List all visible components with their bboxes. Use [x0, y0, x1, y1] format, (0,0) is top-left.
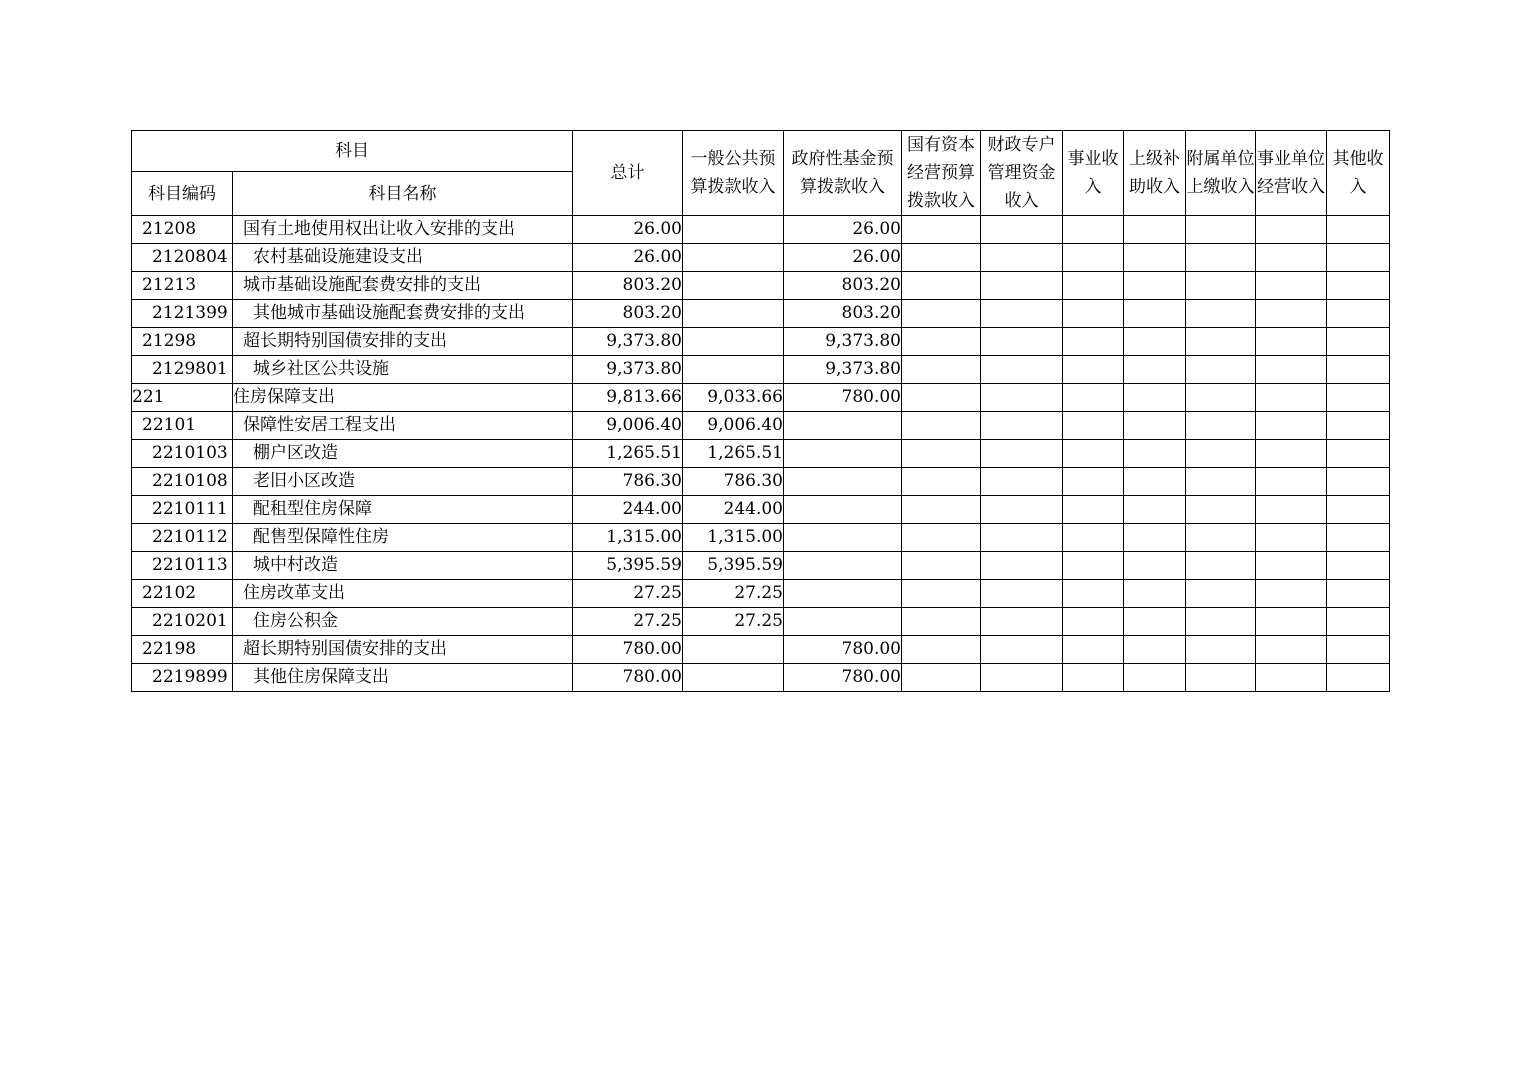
- table-body: [132, 216, 1390, 692]
- cell-business-operation: [1256, 664, 1327, 692]
- cell-total: 803.20: [573, 272, 683, 300]
- table-row: [132, 580, 1390, 608]
- cell-code: 2210201: [132, 608, 233, 636]
- cell-fiscal-special: [981, 496, 1063, 524]
- cell-other-income: [1327, 272, 1390, 300]
- cell-name: 配售型保障性住房: [233, 524, 573, 552]
- cell-business-income: [1063, 468, 1124, 496]
- cell-name: 农村基础设施建设支出: [233, 244, 573, 272]
- cell-state-capital: [902, 496, 981, 524]
- cell-business-income: [1063, 664, 1124, 692]
- cell-state-capital: [902, 384, 981, 412]
- cell-fiscal-special: [981, 552, 1063, 580]
- cell-name: 配租型住房保障: [233, 496, 573, 524]
- header-subject: 科目: [132, 131, 573, 172]
- cell-other-income: [1327, 216, 1390, 244]
- cell-superior-subsidy: [1124, 580, 1186, 608]
- cell-general-budget: [683, 272, 784, 300]
- cell-state-capital: [902, 216, 981, 244]
- cell-general-budget: 9,033.66: [683, 384, 784, 412]
- cell-total: 26.00: [573, 216, 683, 244]
- cell-code: 22198: [132, 636, 233, 664]
- cell-general-budget: 1,265.51: [683, 440, 784, 468]
- cell-code: 22102: [132, 580, 233, 608]
- cell-general-budget: [683, 300, 784, 328]
- cell-name: 其他住房保障支出: [233, 664, 573, 692]
- cell-name: 超长期特别国债安排的支出: [233, 328, 573, 356]
- cell-gov-fund: [784, 440, 902, 468]
- header-gov-fund: 政府性基金预算拨款收入: [784, 131, 902, 216]
- cell-superior-subsidy: [1124, 356, 1186, 384]
- cell-business-income: [1063, 580, 1124, 608]
- cell-general-budget: 5,395.59: [683, 552, 784, 580]
- cell-affiliated-payment: [1186, 272, 1256, 300]
- header-total: 总计: [573, 131, 683, 216]
- cell-other-income: [1327, 496, 1390, 524]
- cell-code: 2219899: [132, 664, 233, 692]
- cell-other-income: [1327, 552, 1390, 580]
- cell-business-income: [1063, 636, 1124, 664]
- cell-business-operation: [1256, 356, 1327, 384]
- cell-gov-fund: 803.20: [784, 300, 902, 328]
- table-row: [132, 524, 1390, 552]
- cell-name: 其他城市基础设施配套费安排的支出: [233, 300, 573, 328]
- cell-name: 城市基础设施配套费安排的支出: [233, 272, 573, 300]
- cell-name: 国有土地使用权出让收入安排的支出: [233, 216, 573, 244]
- cell-general-budget: [683, 356, 784, 384]
- cell-affiliated-payment: [1186, 468, 1256, 496]
- cell-affiliated-payment: [1186, 244, 1256, 272]
- cell-general-budget: [683, 636, 784, 664]
- cell-general-budget: 244.00: [683, 496, 784, 524]
- cell-affiliated-payment: [1186, 440, 1256, 468]
- cell-total: 9,813.66: [573, 384, 683, 412]
- cell-total: 26.00: [573, 244, 683, 272]
- cell-state-capital: [902, 328, 981, 356]
- cell-superior-subsidy: [1124, 328, 1186, 356]
- cell-general-budget: [683, 664, 784, 692]
- cell-gov-fund: [784, 468, 902, 496]
- cell-code: 2210113: [132, 552, 233, 580]
- cell-code: 22101: [132, 412, 233, 440]
- cell-business-income: [1063, 300, 1124, 328]
- cell-name: 住房公积金: [233, 608, 573, 636]
- cell-affiliated-payment: [1186, 552, 1256, 580]
- cell-state-capital: [902, 524, 981, 552]
- cell-general-budget: [683, 328, 784, 356]
- cell-name: 保障性安居工程支出: [233, 412, 573, 440]
- cell-name: 棚户区改造: [233, 440, 573, 468]
- cell-affiliated-payment: [1186, 328, 1256, 356]
- cell-state-capital: [902, 608, 981, 636]
- cell-state-capital: [902, 412, 981, 440]
- cell-fiscal-special: [981, 272, 1063, 300]
- table-row: [132, 552, 1390, 580]
- table-row: [132, 244, 1390, 272]
- cell-fiscal-special: [981, 244, 1063, 272]
- cell-business-income: [1063, 608, 1124, 636]
- cell-fiscal-special: [981, 300, 1063, 328]
- cell-business-operation: [1256, 440, 1327, 468]
- cell-total: 27.25: [573, 608, 683, 636]
- header-fiscal-special: 财政专户管理资金收入: [981, 131, 1063, 216]
- cell-other-income: [1327, 384, 1390, 412]
- cell-total: 1,315.00: [573, 524, 683, 552]
- cell-gov-fund: 9,373.80: [784, 356, 902, 384]
- cell-code: 2210108: [132, 468, 233, 496]
- cell-fiscal-special: [981, 384, 1063, 412]
- cell-general-budget: 9,006.40: [683, 412, 784, 440]
- budget-table: [131, 130, 1390, 692]
- cell-general-budget: 1,315.00: [683, 524, 784, 552]
- cell-total: 9,006.40: [573, 412, 683, 440]
- cell-business-operation: [1256, 608, 1327, 636]
- table-row: [132, 412, 1390, 440]
- cell-other-income: [1327, 608, 1390, 636]
- header-business-operation: 事业单位经营收入: [1256, 131, 1327, 216]
- cell-business-income: [1063, 244, 1124, 272]
- table-row: [132, 608, 1390, 636]
- cell-total: 9,373.80: [573, 328, 683, 356]
- cell-total: 786.30: [573, 468, 683, 496]
- cell-total: 780.00: [573, 664, 683, 692]
- cell-gov-fund: 780.00: [784, 384, 902, 412]
- cell-other-income: [1327, 440, 1390, 468]
- header-superior-subsidy: 上级补助收入: [1124, 131, 1186, 216]
- cell-other-income: [1327, 244, 1390, 272]
- table-row: [132, 664, 1390, 692]
- cell-business-income: [1063, 412, 1124, 440]
- cell-business-operation: [1256, 552, 1327, 580]
- header-business-income: 事业收入: [1063, 131, 1124, 216]
- cell-business-operation: [1256, 216, 1327, 244]
- cell-business-operation: [1256, 580, 1327, 608]
- cell-superior-subsidy: [1124, 552, 1186, 580]
- cell-gov-fund: 26.00: [784, 244, 902, 272]
- cell-fiscal-special: [981, 468, 1063, 496]
- cell-superior-subsidy: [1124, 300, 1186, 328]
- cell-superior-subsidy: [1124, 664, 1186, 692]
- cell-business-operation: [1256, 384, 1327, 412]
- cell-affiliated-payment: [1186, 412, 1256, 440]
- cell-business-income: [1063, 496, 1124, 524]
- cell-superior-subsidy: [1124, 496, 1186, 524]
- cell-state-capital: [902, 552, 981, 580]
- cell-gov-fund: 780.00: [784, 636, 902, 664]
- cell-superior-subsidy: [1124, 384, 1186, 412]
- cell-business-income: [1063, 524, 1124, 552]
- cell-general-budget: 786.30: [683, 468, 784, 496]
- cell-business-operation: [1256, 328, 1327, 356]
- table-row: [132, 356, 1390, 384]
- cell-superior-subsidy: [1124, 244, 1186, 272]
- cell-affiliated-payment: [1186, 524, 1256, 552]
- cell-affiliated-payment: [1186, 300, 1256, 328]
- cell-fiscal-special: [981, 580, 1063, 608]
- cell-fiscal-special: [981, 636, 1063, 664]
- table-header: [132, 131, 1390, 216]
- cell-gov-fund: [784, 496, 902, 524]
- table-row: [132, 272, 1390, 300]
- cell-superior-subsidy: [1124, 272, 1186, 300]
- cell-affiliated-payment: [1186, 580, 1256, 608]
- table-row: [132, 216, 1390, 244]
- cell-total: 9,373.80: [573, 356, 683, 384]
- cell-code: 2121399: [132, 300, 233, 328]
- cell-superior-subsidy: [1124, 440, 1186, 468]
- cell-fiscal-special: [981, 608, 1063, 636]
- cell-total: 803.20: [573, 300, 683, 328]
- cell-business-operation: [1256, 272, 1327, 300]
- cell-code: 21208: [132, 216, 233, 244]
- header-subject-code: 科目编码: [132, 172, 233, 216]
- cell-fiscal-special: [981, 412, 1063, 440]
- cell-total: 5,395.59: [573, 552, 683, 580]
- cell-superior-subsidy: [1124, 412, 1186, 440]
- cell-state-capital: [902, 440, 981, 468]
- cell-general-budget: 27.25: [683, 580, 784, 608]
- cell-gov-fund: 780.00: [784, 664, 902, 692]
- cell-code: 221: [132, 384, 233, 412]
- cell-other-income: [1327, 468, 1390, 496]
- cell-name: 住房改革支出: [233, 580, 573, 608]
- cell-gov-fund: 9,373.80: [784, 328, 902, 356]
- cell-name: 超长期特别国债安排的支出: [233, 636, 573, 664]
- header-state-capital: 国有资本经营预算拨款收入: [902, 131, 981, 216]
- cell-code: 2129801: [132, 356, 233, 384]
- header-subject-name: 科目名称: [233, 172, 573, 216]
- cell-total: 780.00: [573, 636, 683, 664]
- cell-business-operation: [1256, 636, 1327, 664]
- cell-total: 1,265.51: [573, 440, 683, 468]
- cell-affiliated-payment: [1186, 496, 1256, 524]
- table-row: [132, 328, 1390, 356]
- cell-total: 244.00: [573, 496, 683, 524]
- cell-business-income: [1063, 384, 1124, 412]
- cell-business-operation: [1256, 524, 1327, 552]
- cell-superior-subsidy: [1124, 524, 1186, 552]
- cell-code: 21213: [132, 272, 233, 300]
- cell-affiliated-payment: [1186, 636, 1256, 664]
- cell-other-income: [1327, 300, 1390, 328]
- table-row: [132, 636, 1390, 664]
- cell-other-income: [1327, 524, 1390, 552]
- header-other-income: 其他收入: [1327, 131, 1390, 216]
- cell-name: 城中村改造: [233, 552, 573, 580]
- table-row: [132, 440, 1390, 468]
- cell-fiscal-special: [981, 356, 1063, 384]
- cell-business-income: [1063, 272, 1124, 300]
- cell-state-capital: [902, 636, 981, 664]
- cell-business-operation: [1256, 300, 1327, 328]
- cell-gov-fund: [784, 552, 902, 580]
- cell-fiscal-special: [981, 440, 1063, 468]
- cell-code: 2120804: [132, 244, 233, 272]
- cell-business-income: [1063, 440, 1124, 468]
- cell-gov-fund: [784, 580, 902, 608]
- cell-general-budget: [683, 244, 784, 272]
- cell-state-capital: [902, 356, 981, 384]
- cell-business-income: [1063, 552, 1124, 580]
- cell-business-operation: [1256, 496, 1327, 524]
- cell-other-income: [1327, 664, 1390, 692]
- cell-state-capital: [902, 664, 981, 692]
- cell-gov-fund: 803.20: [784, 272, 902, 300]
- cell-code: 2210103: [132, 440, 233, 468]
- cell-business-operation: [1256, 244, 1327, 272]
- table-row: [132, 384, 1390, 412]
- table-row: [132, 300, 1390, 328]
- cell-other-income: [1327, 412, 1390, 440]
- cell-name: 城乡社区公共设施: [233, 356, 573, 384]
- cell-superior-subsidy: [1124, 468, 1186, 496]
- cell-fiscal-special: [981, 328, 1063, 356]
- cell-affiliated-payment: [1186, 664, 1256, 692]
- cell-code: 21298: [132, 328, 233, 356]
- cell-total: 27.25: [573, 580, 683, 608]
- cell-gov-fund: 26.00: [784, 216, 902, 244]
- cell-other-income: [1327, 356, 1390, 384]
- cell-business-operation: [1256, 412, 1327, 440]
- cell-affiliated-payment: [1186, 384, 1256, 412]
- cell-fiscal-special: [981, 524, 1063, 552]
- cell-superior-subsidy: [1124, 216, 1186, 244]
- cell-code: 2210111: [132, 496, 233, 524]
- cell-superior-subsidy: [1124, 608, 1186, 636]
- budget-table-container: [131, 130, 1390, 692]
- cell-state-capital: [902, 300, 981, 328]
- cell-other-income: [1327, 328, 1390, 356]
- cell-other-income: [1327, 636, 1390, 664]
- cell-gov-fund: [784, 608, 902, 636]
- cell-state-capital: [902, 272, 981, 300]
- cell-business-income: [1063, 328, 1124, 356]
- cell-gov-fund: [784, 412, 902, 440]
- cell-state-capital: [902, 468, 981, 496]
- cell-affiliated-payment: [1186, 356, 1256, 384]
- header-general-budget: 一般公共预算拨款收入: [683, 131, 784, 216]
- cell-gov-fund: [784, 524, 902, 552]
- cell-superior-subsidy: [1124, 636, 1186, 664]
- cell-general-budget: 27.25: [683, 608, 784, 636]
- cell-business-income: [1063, 356, 1124, 384]
- cell-fiscal-special: [981, 216, 1063, 244]
- cell-affiliated-payment: [1186, 216, 1256, 244]
- cell-name: 老旧小区改造: [233, 468, 573, 496]
- cell-business-operation: [1256, 468, 1327, 496]
- table-row: [132, 496, 1390, 524]
- cell-state-capital: [902, 244, 981, 272]
- cell-general-budget: [683, 216, 784, 244]
- table-row: [132, 468, 1390, 496]
- cell-state-capital: [902, 580, 981, 608]
- cell-name: 住房保障支出: [233, 384, 573, 412]
- cell-other-income: [1327, 580, 1390, 608]
- header-affiliated-payment: 附属单位上缴收入: [1186, 131, 1256, 216]
- cell-code: 2210112: [132, 524, 233, 552]
- cell-affiliated-payment: [1186, 608, 1256, 636]
- cell-business-income: [1063, 216, 1124, 244]
- cell-fiscal-special: [981, 664, 1063, 692]
